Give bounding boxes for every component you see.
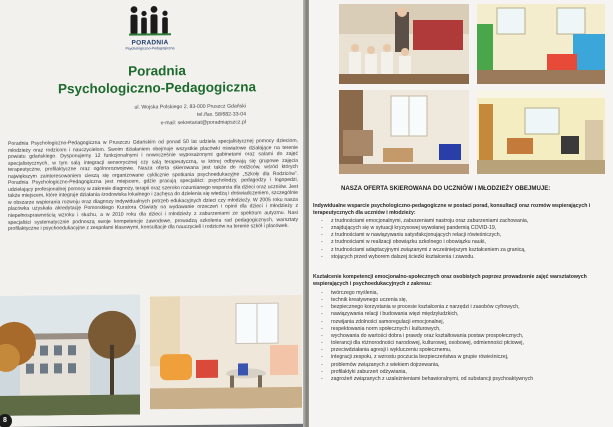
- page-title: [12, 61, 302, 98]
- building-photo: [0, 295, 140, 416]
- address-street: ul. Wojska Polskiego 2, 83-000 Pruszcz Gdański: [134, 103, 246, 111]
- list-item: - z trudnościami adaptacyjnymi związanymi z wcześniejszym kształceniem za granicą,: [321, 247, 611, 254]
- poradnia-logo: [118, 4, 182, 51]
- individual-support-title: Indywidualne wsparcie psychologiczno-pedagogiczne w postaci porad, konsultacji oraz rozmów wspierających i terapeutycznych dla uczniów i młodzieży:: [313, 203, 591, 216]
- family-figures-icon: [127, 4, 173, 38]
- competence-training-title: Kształcenie kompetencji emocjonalno-społecznych oraz osobistych poprzez prowadzenie zajęć warsztatowych wspierających i psychoedukacyjnych z zakresu:: [313, 274, 587, 287]
- address-phone: tel./fax. 58/682-33-04: [196, 111, 246, 118]
- title-line-1: Poradnia: [128, 63, 186, 79]
- page-number: 8: [0, 414, 12, 427]
- list-item: - integracji zespołu, z wzrostu poczucia bezpieczeństwa w grupie rówieśniczej,: [321, 354, 611, 361]
- list-item: - respektowania norm społecznych i kulturowych,: [321, 326, 611, 333]
- left-page: [0, 0, 305, 427]
- offer-heading: NASZA OFERTA SKIEROWANA DO UCZNIÓW I MŁODZIEŻY OBEJMUJE:: [341, 185, 551, 192]
- address-email: e-mail: sekretariat@poradniapszcz.pl: [160, 119, 246, 126]
- playroom-photo: [477, 4, 605, 84]
- list-item: - zagrożeń związanych z uzależnieniami behawioralnymi, od substancji psychoaktywnych: [321, 376, 611, 383]
- description-paragraph: Poradnia Psychologiczno-Pedagogiczna w Pruszczu Gdańskim od ponad 50 lat udziela specjalistycznej pomocy dzieciom, młodzieży oraz rodzicom i nauczycielom. Swoim działaniem obejmuje wszystkie placówki oświatowe działające na terenie powiatu gdańskiego. Dysponujemy 12 funkcjonalnymi i nowocześnie wyposażonymi gabinetami oraz salami do zajęć specjalistycznych, w tym salą integracji sensorycznej czy salą terapeutyczną, w której odbywają się grupowe zajęcia terapeutyczne, profilaktyczne oraz ogólnorozwojowe. Nasza oferta skierowana jest także do rodziców, wśród których największym zainteresowaniem cieszą się organizowane cyklicznie spotkania psychoedukacyjne „Szkoły dla Rodziców”. Poradnia Psychologiczno-Pedagogiczna jest miejscem, gdzie pracują specjaliści: psycholodzy, pedagodzy i logopedzi, udzielający profesjonalnej pomocy w zakresie diagnozy, terapii oraz szeroko rozumianego wsparcia dla dzieci oraz uczniów. Jest także miejscem, które integruje działania środowiska lokalnego i zachęca do dzielenia się wiedzą i doświadczeniem, szczególnie w obszarze wspierania rozwoju oraz diagnozy indywidualnych potrzeb edukacyjnych dzieci czy młodzieży. W 2005 roku nasza placówka uzyskała akredytację Pomorskiego Kuratora Oświaty na wydawanie orzeczeń i opinii dla dzieci i młodzieży z niepełnosprawnością wzroku i słuchu, a w 2010 roku dla dzieci i młodzieży z zaburzeniami ze spektrum autyzmu. Nasi specjaliści systematycznie podnoszą swoje kompetencje zawodowe, prowadzą szkolenia rad pedagogicznych, warsztaty profilaktyczne i psychoedukacyjne z zespołami klasowymi, konsultacje dla nauczycieli i rodziców na terenie szkół i placówek.: [8, 137, 298, 233]
- individual-support-list: [321, 218, 611, 261]
- list-item: - profilaktyki zaburzeń odżywiania,: [321, 369, 611, 376]
- list-item: - z trudnościami w nawiązywaniu satysfakcjonujących relacji rówieśniczych,: [321, 232, 611, 239]
- event-photo: [339, 4, 469, 84]
- classroom-photo: [150, 295, 302, 410]
- list-item: - bezpiecznego korzystania w procesie kształcenia z narzędzi i zasobów cyfrowych,: [321, 304, 611, 311]
- list-item: - z trudnościami w realizacji obowiązku szkolnego i obowiązku nauki,: [321, 239, 611, 246]
- competence-training-list: [321, 290, 611, 383]
- list-item: - problemów związanych z wiekiem dojrzewania,: [321, 362, 611, 369]
- title-line-2: Psychologiczno-Pedagogiczna: [57, 79, 257, 97]
- contact-address: [60, 103, 246, 128]
- list-item: - wychowania do wartości dobra i prawdy oraz kształtowania postaw prospołecznych,: [321, 333, 611, 340]
- list-item: - twórczego myślenia,: [321, 290, 611, 297]
- right-page: [309, 0, 613, 427]
- list-item: - technik kreatywnego uczenia się,: [321, 297, 611, 304]
- logo-name: PORADNIA: [131, 39, 169, 47]
- list-item: - stojących przed wyborem dalszej ścieżki kształcenia i zawodu.: [321, 254, 611, 261]
- list-item: - tolerancji dla różnorodności narodowej, kulturowej, osobowej, odmienności płciowej,: [321, 340, 611, 347]
- list-item: - z trudnościami emocjonalnymi, zaburzeniami nastroju oraz zaburzeniami zachowania,: [321, 218, 611, 225]
- list-item: - znajdujących się w sytuacji kryzysowej wywołanej pandemią COVID-19,: [321, 225, 611, 232]
- office-photo: [477, 90, 605, 174]
- logo-subtitle: Psychologiczno-Pedagogiczna: [125, 46, 175, 51]
- list-item: - nawiązywania relacji i budowania więzi międzyludzkich,: [321, 311, 611, 318]
- therapy-room-photo: [339, 90, 469, 174]
- list-item: - przeciwdziałania agresji i wykluczeniu społecznemu,: [321, 347, 611, 354]
- list-item: - rozwijania zdolności samoregulacji emocjonalnej,: [321, 319, 611, 326]
